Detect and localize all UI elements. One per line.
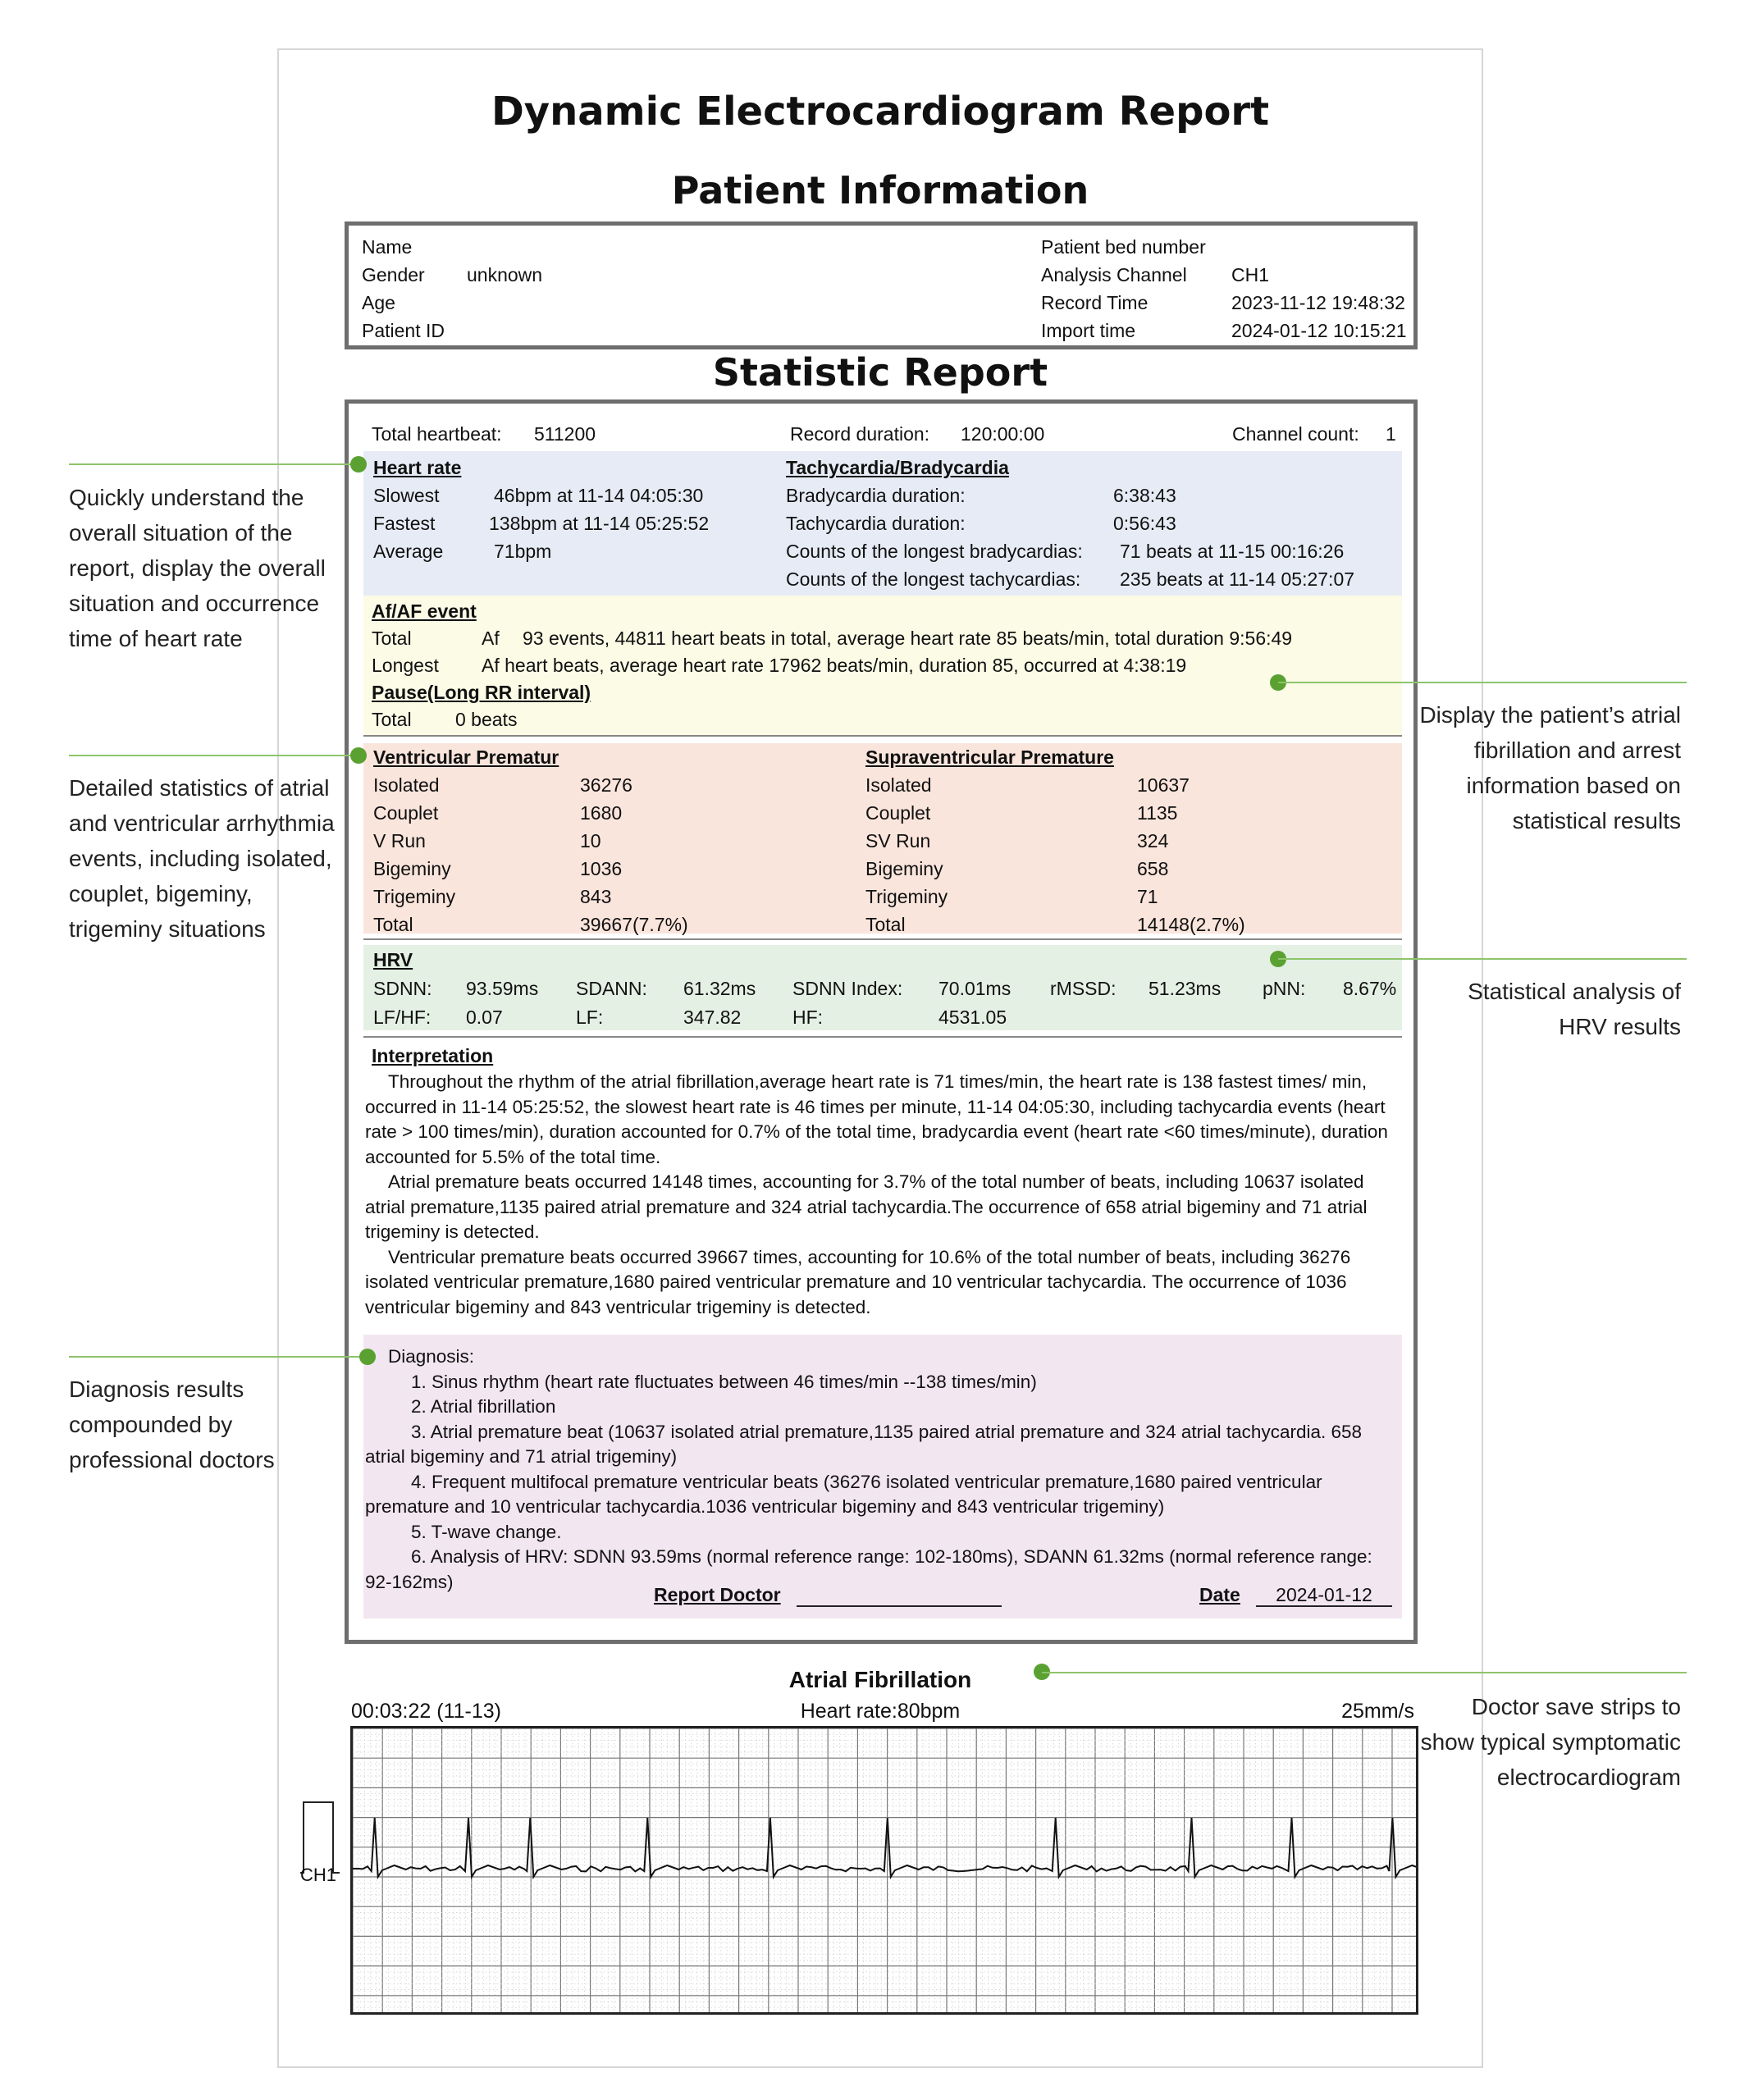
strip-callout: [1421, 1689, 1681, 1795]
ventricular-row-value: 39667(7.7%): [580, 914, 688, 935]
supraventricular-row-label: Trigeminy: [865, 886, 948, 907]
interpretation-paragraph: Atrial premature beats occurred 14148 times, accounting for 3.7% of the total number of beats, including 10637 isolated atrial premature,1135 paired atrial premature and 324 atrial tachycardia.The occurrence of 658 atrial bigeminy and 71 atrial trigeminy is detected.: [365, 1171, 1368, 1242]
total-heartbeat-value: 511200: [534, 423, 596, 445]
heart-rate-callout-line: report, display the overall: [69, 555, 326, 581]
pause-heading: Pause(Long RR interval): [372, 682, 591, 703]
callout-dot: [350, 747, 367, 764]
arrhythmia-callout-line: and ventricular arrhythmia: [69, 810, 335, 836]
ecg-strip-title: Atrial Fibrillation: [788, 1667, 972, 1692]
date-value: 2024-01-12: [1256, 1584, 1392, 1607]
diagnosis-callout-line: Diagnosis results: [69, 1376, 244, 1402]
longest-tachy-label: Counts of the longest tachycardias:: [786, 568, 1081, 590]
heart-rate-callout-line: time of heart rate: [69, 626, 243, 651]
analysis-channel-label: Analysis Channel: [1041, 264, 1187, 285]
af-callout: [1419, 697, 1681, 838]
sdann-value: 61.32ms: [683, 978, 756, 999]
fastest-label: Fastest: [373, 513, 436, 534]
arrhythmia-callout-line: trigeminy situations: [69, 916, 266, 942]
gender-label: Gender: [362, 264, 425, 285]
diagnosis-item: 2. Atrial fibrillation: [411, 1396, 556, 1417]
sdnn-index-value: 70.01ms: [938, 978, 1011, 999]
gender-value: unknown: [467, 264, 543, 285]
report-title: Dynamic Electrocardiogram Report: [491, 89, 1270, 135]
strip-callout-line: Doctor save strips to: [1471, 1694, 1681, 1719]
diagnosis-item: 1. Sinus rhythm (heart rate fluctuates between 46 times/min --138 times/min): [411, 1371, 1037, 1392]
channel-count-value: 1: [1386, 423, 1396, 445]
lfhf-label: LF/HF:: [373, 1007, 432, 1028]
hf-label: HF:: [792, 1007, 824, 1028]
rmssd-value: 51.23ms: [1148, 978, 1222, 999]
sdnn-label: SDNN:: [373, 978, 432, 999]
callout-line: [1278, 958, 1687, 960]
slowest-label: Slowest: [373, 485, 440, 506]
diagnosis-callout: [69, 1372, 275, 1477]
arrhythmia-callout-line: Detailed statistics of atrial: [69, 775, 330, 801]
ventricular-row-label: V Run: [373, 830, 426, 851]
tachy-duration-label: Tachycardia duration:: [786, 513, 966, 534]
report-doctor-label: Report Doctor: [654, 1584, 781, 1605]
supraventricular-row-value: 10637: [1137, 774, 1190, 796]
af-total-label: Total: [372, 628, 412, 649]
pnn-value: 8.67%: [1343, 978, 1397, 999]
rmssd-label: rMSSD:: [1050, 978, 1117, 999]
pause-total-value: 0 beats: [455, 709, 518, 730]
callout-line: [1278, 682, 1687, 683]
arrhythmia-callout: [69, 770, 335, 947]
bed-number-label: Patient bed number: [1041, 236, 1206, 258]
report-doctor-value: [797, 1584, 1002, 1607]
name-label: Name: [362, 236, 413, 258]
total-heartbeat-label: Total heartbeat:: [372, 423, 502, 445]
diagnosis-item: 3. Atrial premature beat (10637 isolated atrial premature,1135 paired atrial premature and 324 atrial tachycardia. 658 atrial bigeminy and 71 atrial trigeminy): [365, 1421, 1363, 1467]
average-label: Average: [373, 541, 444, 562]
ecg-strip-svg: [353, 1728, 1416, 2012]
longest-tachy-value: 235 beats at 11-14 05:27:07: [1120, 568, 1355, 590]
lfhf-value: 0.07: [466, 1007, 503, 1028]
ecg-heart-rate: Heart rate:80bpm: [800, 1700, 961, 1723]
analysis-channel-value: CH1: [1231, 264, 1270, 285]
brady-duration-label: Bradycardia duration:: [786, 485, 966, 506]
diagnosis-text: [365, 1344, 1400, 1595]
sdnn-index-label: SDNN Index:: [792, 978, 903, 999]
diagnosis-item: 6. Analysis of HRV: SDNN 93.59ms (normal reference range: 102-180ms), SDANN 61.32ms (normal reference range: 92-162ms): [365, 1546, 1372, 1592]
heart-rate-callout-line: Quickly understand the: [69, 485, 304, 510]
statistic-report-title: Statistic Report: [712, 350, 1048, 395]
supraventricular-heading: Supraventricular Premature: [865, 746, 1114, 768]
longest-brady-label: Counts of the longest bradycardias:: [786, 541, 1083, 562]
channel-count-label: Channel count:: [1232, 423, 1359, 445]
supraventricular-row-label: Bigeminy: [865, 858, 943, 879]
import-time-value: 2024-01-12 10:15:21: [1231, 320, 1407, 341]
ventricular-row-value: 36276: [580, 774, 632, 796]
callout-line: [69, 1356, 369, 1358]
heart-rate-heading: Heart rate: [373, 457, 462, 478]
ventricular-row-label: Bigeminy: [373, 858, 451, 879]
ventricular-row-label: Trigeminy: [373, 886, 456, 907]
supraventricular-row-value: 658: [1137, 858, 1169, 879]
patient-info-box: [345, 221, 1418, 349]
diagnosis-callout-line: compounded by: [69, 1412, 233, 1437]
sdann-label: SDANN:: [576, 978, 647, 999]
callout-line: [69, 755, 354, 756]
interpretation-paragraph: Throughout the rhythm of the atrial fibrillation,average heart rate is 71 times/min, the heart rate is 138 fastest times/ min, occurred in 11-14 05:25:52, the slowest heart rate is 46 times per minute, 11-14 04:05:30, including tachycardia events (heart rate > 100 times/min), duration accounted for 0.7% of the total time, bradycardia event (heart rate <60 times/minute), duration accounted for 5.5% of the total time.: [365, 1071, 1388, 1167]
af-callout-line: fibrillation and arrest: [1473, 737, 1681, 763]
arrhythmia-callout-line: events, including isolated,: [69, 846, 332, 871]
ventricular-row-label: Total: [373, 914, 413, 935]
patient-info-title: Patient Information: [671, 168, 1089, 212]
af-callout-line: Display the patient’s atrial: [1419, 702, 1681, 728]
hrv-heading: HRV: [373, 949, 413, 970]
arrhythmia-callout-line: couplet, bigeminy,: [69, 881, 253, 906]
ecg-time: 00:03:22 (11-13): [351, 1700, 501, 1723]
callout-line: [69, 463, 354, 465]
supraventricular-row-label: Couplet: [865, 802, 931, 824]
heart-rate-callout: [69, 480, 326, 656]
diagnosis-item: 5. T-wave change.: [411, 1521, 562, 1542]
callout-line: [1042, 1672, 1687, 1673]
hf-value: 4531.05: [938, 1007, 1007, 1028]
supraventricular-row-label: Total: [865, 914, 906, 935]
record-time-value: 2023-11-12 19:48:32: [1231, 292, 1405, 313]
age-label: Age: [362, 292, 395, 313]
sdnn-value: 93.59ms: [466, 978, 539, 999]
af-longest-label: Longest: [372, 655, 439, 676]
ventricular-heading: Ventricular Prematur: [373, 746, 559, 768]
strip-callout-line: electrocardiogram: [1496, 1764, 1681, 1790]
patient-id-label: Patient ID: [362, 320, 445, 341]
date-label: Date: [1199, 1584, 1240, 1605]
af-callout-line: statistical results: [1512, 808, 1681, 833]
af-total-value: 93 events, 44811 heart beats in total, average heart rate 85 beats/min, total duration 9:56:49: [523, 628, 1293, 649]
divider: [363, 938, 1402, 940]
slowest-value: 46bpm at 11-14 04:05:30: [494, 485, 704, 506]
callout-dot: [350, 456, 367, 472]
ecg-channel-label: CH1: [300, 1865, 337, 1885]
diagnosis-item: 4. Frequent multifocal premature ventricular beats (36276 isolated ventricular premature,1680 paired ventricular premature and 10 ventricular tachycardia.1036 ventricular bigeminy and 843 ventricular trigeminy): [365, 1471, 1322, 1517]
divider: [363, 1036, 1402, 1038]
diagnosis-callout-line: professional doctors: [69, 1447, 275, 1472]
record-duration-label: Record duration:: [790, 423, 930, 445]
import-time-label: Import time: [1041, 320, 1136, 341]
hrv-callout: [1468, 974, 1681, 1044]
lf-value: 347.82: [683, 1007, 742, 1028]
supraventricular-row-value: 1135: [1137, 802, 1178, 824]
tachy-duration-value: 0:56:43: [1113, 513, 1176, 534]
supraventricular-row-value: 324: [1137, 830, 1169, 851]
statistic-report-box: [345, 399, 1418, 1644]
hrv-callout-line: HRV results: [1559, 1014, 1681, 1039]
pause-total-label: Total: [372, 709, 412, 730]
hrv-callout-line: Statistical analysis of: [1468, 979, 1681, 1004]
divider: [363, 735, 1402, 737]
heart-rate-callout-line: overall situation of the: [69, 520, 293, 546]
af-longest-value: Af heart beats, average heart rate 17962 beats/min, duration 85, occurred at 4:38:19: [482, 655, 1187, 676]
fastest-value: 138bpm at 11-14 05:25:52: [489, 513, 710, 534]
heart-rate-callout-line: situation and occurrence: [69, 591, 320, 616]
average-value: 71bpm: [494, 541, 552, 562]
ventricular-row-label: Couplet: [373, 802, 439, 824]
record-time-label: Record Time: [1041, 292, 1148, 313]
ventricular-row-value: 843: [580, 886, 612, 907]
af-total-type: Af: [482, 628, 500, 649]
tachy-brady-heading: Tachycardia/Bradycardia: [786, 457, 1009, 478]
record-duration-value: 120:00:00: [961, 423, 1045, 445]
af-heading: Af/AF event: [372, 600, 477, 622]
ecg-strip: [350, 1726, 1418, 2015]
ecg-speed: 25mm/s: [1341, 1700, 1414, 1723]
ventricular-row-label: Isolated: [373, 774, 440, 796]
lf-label: LF:: [576, 1007, 604, 1028]
interpretation-heading: Interpretation: [372, 1045, 494, 1066]
af-callout-line: information based on: [1466, 773, 1681, 798]
supraventricular-row-value: 71: [1137, 886, 1158, 907]
supraventricular-row-label: SV Run: [865, 830, 931, 851]
interpretation-paragraph: Ventricular premature beats occurred 39667 times, accounting for 10.6% of the total number of beats, including 36276 isolated ventricular premature,1680 paired ventricular premature and 10 ventricular tachycardia. The occurrence of 1036 ventricular bigeminy and 843 ventricular trigeminy is detected.: [365, 1246, 1351, 1317]
interpretation-text: [365, 1070, 1399, 1320]
ventricular-row-value: 1680: [580, 802, 623, 824]
brady-duration-value: 6:38:43: [1113, 485, 1176, 506]
supraventricular-row-value: 14148(2.7%): [1137, 914, 1245, 935]
strip-callout-line: show typical symptomatic: [1420, 1729, 1681, 1755]
supraventricular-row-label: Isolated: [865, 774, 932, 796]
longest-brady-value: 71 beats at 11-15 00:16:26: [1120, 541, 1345, 562]
pnn-label: pNN:: [1263, 978, 1306, 999]
ventricular-row-value: 10: [580, 830, 601, 851]
callout-dot: [359, 1349, 376, 1365]
diagnosis-heading: Diagnosis:: [388, 1346, 475, 1367]
ventricular-row-value: 1036: [580, 858, 623, 879]
